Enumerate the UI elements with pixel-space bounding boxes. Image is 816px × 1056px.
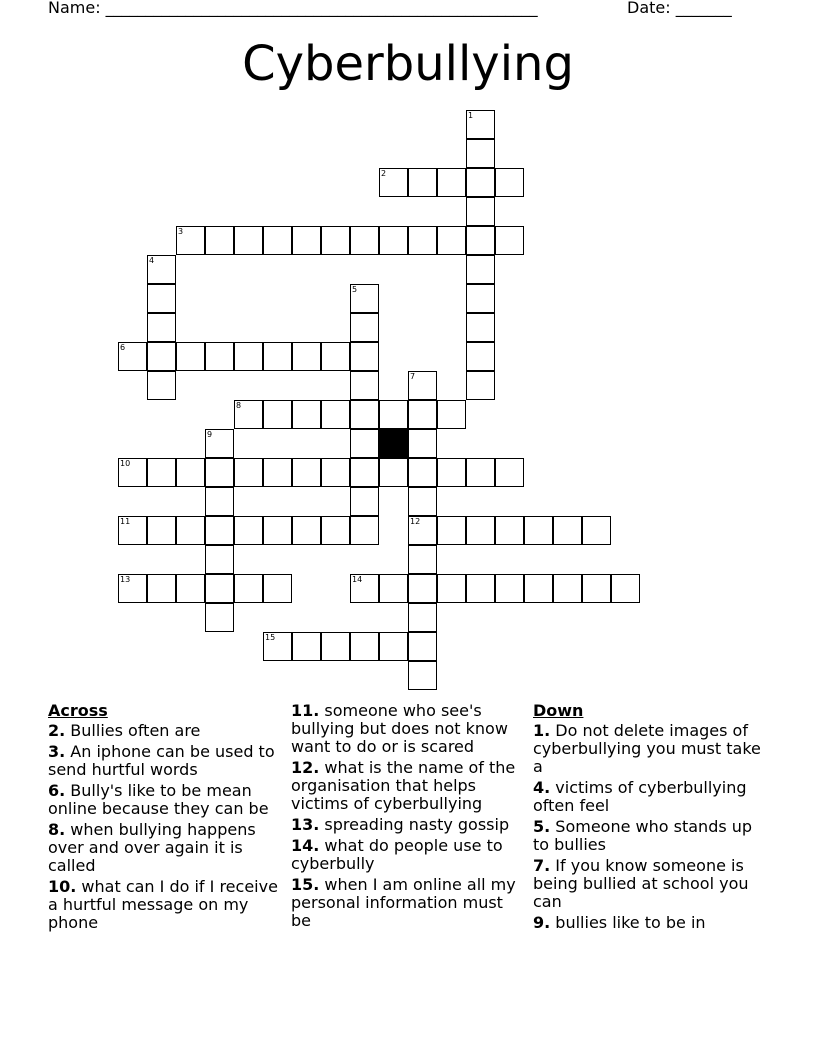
- clue-number-label: 14.: [291, 836, 320, 855]
- grid-cell[interactable]: [205, 603, 234, 632]
- grid-cell[interactable]: [234, 400, 263, 429]
- grid-cell[interactable]: [524, 574, 553, 603]
- grid-cell[interactable]: [176, 226, 205, 255]
- grid-cell[interactable]: [466, 516, 495, 545]
- grid-cell[interactable]: [350, 632, 379, 661]
- grid-cell[interactable]: [466, 574, 495, 603]
- clue-number: 3: [178, 227, 184, 236]
- down-clues-column: [533, 702, 773, 935]
- grid-cell[interactable]: [147, 574, 176, 603]
- black-cell: [379, 429, 408, 458]
- grid-cell[interactable]: [379, 168, 408, 197]
- clue-number: 14: [352, 575, 363, 584]
- grid-cell[interactable]: [263, 226, 292, 255]
- grid-cell[interactable]: [437, 458, 466, 487]
- grid-cell[interactable]: [437, 168, 466, 197]
- grid-cell[interactable]: [205, 545, 234, 574]
- grid-cell[interactable]: [147, 458, 176, 487]
- clue-number: 2: [381, 169, 387, 178]
- grid-cell[interactable]: [147, 342, 176, 371]
- clue-text: spreading nasty gossip: [319, 815, 510, 834]
- grid-cell[interactable]: [292, 632, 321, 661]
- grid-cell[interactable]: [408, 516, 437, 545]
- grid-cell[interactable]: [379, 458, 408, 487]
- clue-text: what is the name of the organisation that helps victims of cyberbullying: [291, 758, 516, 813]
- grid-cell[interactable]: [495, 574, 524, 603]
- date-field-line: Date: _______: [627, 0, 732, 17]
- grid-cell[interactable]: [408, 429, 437, 458]
- grid-cell[interactable]: [553, 516, 582, 545]
- grid-cell[interactable]: [147, 371, 176, 400]
- clue-number: 15: [265, 633, 276, 642]
- grid-cell[interactable]: [350, 516, 379, 545]
- grid-cell[interactable]: [350, 342, 379, 371]
- grid-cell[interactable]: [176, 574, 205, 603]
- grid-cell[interactable]: [408, 661, 437, 690]
- grid-cell[interactable]: [408, 400, 437, 429]
- clue-number: 1: [468, 111, 474, 120]
- grid-cell[interactable]: [437, 516, 466, 545]
- grid-cell[interactable]: [379, 400, 408, 429]
- clue-item: [291, 876, 523, 930]
- grid-cell[interactable]: [205, 429, 234, 458]
- clue-item: [291, 702, 523, 756]
- grid-cell[interactable]: [292, 342, 321, 371]
- grid-cell[interactable]: [466, 139, 495, 168]
- clue-number-label: 8.: [48, 820, 66, 839]
- clue-number: 8: [236, 401, 242, 410]
- clue-text: what do people use to cyberbully: [291, 836, 503, 873]
- grid-cell[interactable]: [350, 371, 379, 400]
- clue-number: 6: [120, 343, 126, 352]
- clue-item: [48, 878, 280, 932]
- grid-cell[interactable]: [118, 458, 147, 487]
- clue-number-label: 12.: [291, 758, 320, 777]
- grid-cell[interactable]: [234, 226, 263, 255]
- clue-item: [48, 782, 280, 818]
- clue-text: what can I do if I receive a hurtful message on my phone: [48, 877, 278, 932]
- clue-text: victims of cyberbullying often feel: [533, 778, 747, 815]
- clue-text: An iphone can be used to send hurtful words: [48, 742, 275, 779]
- clue-number-label: 2.: [48, 721, 66, 740]
- clue-item: [48, 821, 280, 875]
- grid-cell[interactable]: [263, 400, 292, 429]
- grid-cell[interactable]: [263, 458, 292, 487]
- grid-cell[interactable]: [176, 458, 205, 487]
- grid-cell[interactable]: [350, 226, 379, 255]
- clue-number-label: 3.: [48, 742, 66, 761]
- grid-cell[interactable]: [292, 226, 321, 255]
- grid-cell[interactable]: [147, 313, 176, 342]
- grid-cell[interactable]: [263, 342, 292, 371]
- down-heading: Down: [533, 701, 584, 720]
- grid-cell[interactable]: [466, 284, 495, 313]
- clue-number-label: 7.: [533, 856, 551, 875]
- grid-cell[interactable]: [350, 429, 379, 458]
- grid-cell[interactable]: [176, 516, 205, 545]
- grid-cell[interactable]: [147, 516, 176, 545]
- grid-cell[interactable]: [611, 574, 640, 603]
- clue-number-label: 6.: [48, 781, 66, 800]
- grid-cell[interactable]: [495, 226, 524, 255]
- clue-text: when I am online all my personal information must be: [291, 875, 516, 930]
- clue-number-label: 4.: [533, 778, 551, 797]
- grid-cell[interactable]: [466, 371, 495, 400]
- clue-text: someone who see's bullying but does not know want to do or is scared: [291, 701, 508, 756]
- grid-cell[interactable]: [466, 255, 495, 284]
- clue-number-label: 9.: [533, 913, 551, 932]
- clue-number: 9: [207, 430, 213, 439]
- grid-cell[interactable]: [321, 342, 350, 371]
- grid-cell[interactable]: [466, 168, 495, 197]
- clue-text: Bullies often are: [65, 721, 201, 740]
- name-field-line: Name: ______________________________________________________: [48, 0, 538, 17]
- grid-cell[interactable]: [147, 284, 176, 313]
- grid-cell[interactable]: [408, 603, 437, 632]
- across-heading: Across: [48, 701, 108, 720]
- grid-cell[interactable]: [408, 226, 437, 255]
- grid-cell[interactable]: [263, 516, 292, 545]
- grid-cell[interactable]: [466, 313, 495, 342]
- grid-cell[interactable]: [176, 342, 205, 371]
- grid-cell[interactable]: [553, 574, 582, 603]
- grid-cell[interactable]: [350, 284, 379, 313]
- grid-cell[interactable]: [379, 632, 408, 661]
- grid-cell[interactable]: [292, 400, 321, 429]
- grid-cell[interactable]: [437, 400, 466, 429]
- across-clues-column-2: [291, 702, 523, 933]
- grid-cell[interactable]: [437, 226, 466, 255]
- clue-number: 11: [120, 517, 131, 526]
- grid-cell[interactable]: [350, 574, 379, 603]
- grid-cell[interactable]: [205, 487, 234, 516]
- grid-cell[interactable]: [466, 110, 495, 139]
- grid-cell[interactable]: [466, 197, 495, 226]
- clue-number: 13: [120, 575, 131, 584]
- puzzle-title: Cyberbullying: [242, 36, 574, 92]
- grid-cell[interactable]: [350, 487, 379, 516]
- grid-cell[interactable]: [263, 574, 292, 603]
- clue-text: Bully's like to be mean online because they can be: [48, 781, 269, 818]
- grid-cell[interactable]: [408, 371, 437, 400]
- grid-cell[interactable]: [408, 168, 437, 197]
- grid-cell[interactable]: [495, 168, 524, 197]
- grid-cell[interactable]: [292, 516, 321, 545]
- grid-cell[interactable]: [205, 226, 234, 255]
- grid-cell[interactable]: [321, 516, 350, 545]
- grid-cell[interactable]: [234, 516, 263, 545]
- across-clues-column-1: [48, 702, 280, 935]
- grid-cell[interactable]: [582, 574, 611, 603]
- clue-text: Someone who stands up to bullies: [533, 817, 753, 854]
- clue-item: [533, 857, 773, 911]
- grid-cell[interactable]: [321, 226, 350, 255]
- grid-cell[interactable]: [524, 516, 553, 545]
- grid-cell[interactable]: [234, 458, 263, 487]
- clue-text: Do not delete images of cyberbullying you must take a: [533, 721, 761, 776]
- clue-text: when bullying happens over and over again it is called: [48, 820, 256, 875]
- clue-number: 4: [149, 256, 155, 265]
- clue-number-label: 11.: [291, 701, 320, 720]
- clue-number-label: 1.: [533, 721, 551, 740]
- clue-item: [533, 779, 773, 815]
- grid-cell[interactable]: [350, 458, 379, 487]
- clue-text: bullies like to be in: [550, 913, 706, 932]
- clue-item: [48, 722, 280, 740]
- clue-item: [291, 816, 523, 834]
- clue-number-label: 5.: [533, 817, 551, 836]
- grid-cell[interactable]: [205, 516, 234, 545]
- grid-cell[interactable]: [495, 516, 524, 545]
- grid-cell[interactable]: [118, 574, 147, 603]
- grid-cell[interactable]: [408, 545, 437, 574]
- clue-item: [291, 759, 523, 813]
- grid-cell[interactable]: [321, 400, 350, 429]
- grid-cell[interactable]: [263, 632, 292, 661]
- grid-cell[interactable]: [205, 342, 234, 371]
- clue-item: [533, 722, 773, 776]
- clue-number: 5: [352, 285, 358, 294]
- grid-cell[interactable]: [437, 574, 466, 603]
- clue-item: [48, 743, 280, 779]
- grid-cell[interactable]: [379, 226, 408, 255]
- clue-item: [533, 914, 773, 932]
- clue-number: 12: [410, 517, 421, 526]
- grid-cell[interactable]: [234, 574, 263, 603]
- grid-cell[interactable]: [379, 574, 408, 603]
- grid-cell[interactable]: [205, 458, 234, 487]
- grid-cell[interactable]: [495, 458, 524, 487]
- clue-text: If you know someone is being bullied at school you can: [533, 856, 749, 911]
- clue-item: [533, 818, 773, 854]
- grid-cell[interactable]: [350, 400, 379, 429]
- grid-cell[interactable]: [321, 458, 350, 487]
- grid-cell[interactable]: [321, 632, 350, 661]
- grid-cell[interactable]: [234, 342, 263, 371]
- grid-cell[interactable]: [466, 458, 495, 487]
- grid-cell[interactable]: [408, 632, 437, 661]
- grid-cell[interactable]: [466, 342, 495, 371]
- grid-cell[interactable]: [408, 458, 437, 487]
- clue-item: [291, 837, 523, 873]
- grid-cell[interactable]: [292, 458, 321, 487]
- clue-number: 7: [410, 372, 416, 381]
- grid-cell[interactable]: [118, 342, 147, 371]
- grid-cell[interactable]: [466, 226, 495, 255]
- clue-number-label: 13.: [291, 815, 320, 834]
- grid-cell[interactable]: [350, 313, 379, 342]
- grid-cell[interactable]: [205, 574, 234, 603]
- clue-number-label: 10.: [48, 877, 77, 896]
- grid-cell[interactable]: [408, 574, 437, 603]
- grid-cell[interactable]: [582, 516, 611, 545]
- grid-cell[interactable]: [118, 516, 147, 545]
- clue-number: 10: [120, 459, 131, 468]
- grid-cell[interactable]: [147, 255, 176, 284]
- clue-number-label: 15.: [291, 875, 320, 894]
- grid-cell[interactable]: [408, 487, 437, 516]
